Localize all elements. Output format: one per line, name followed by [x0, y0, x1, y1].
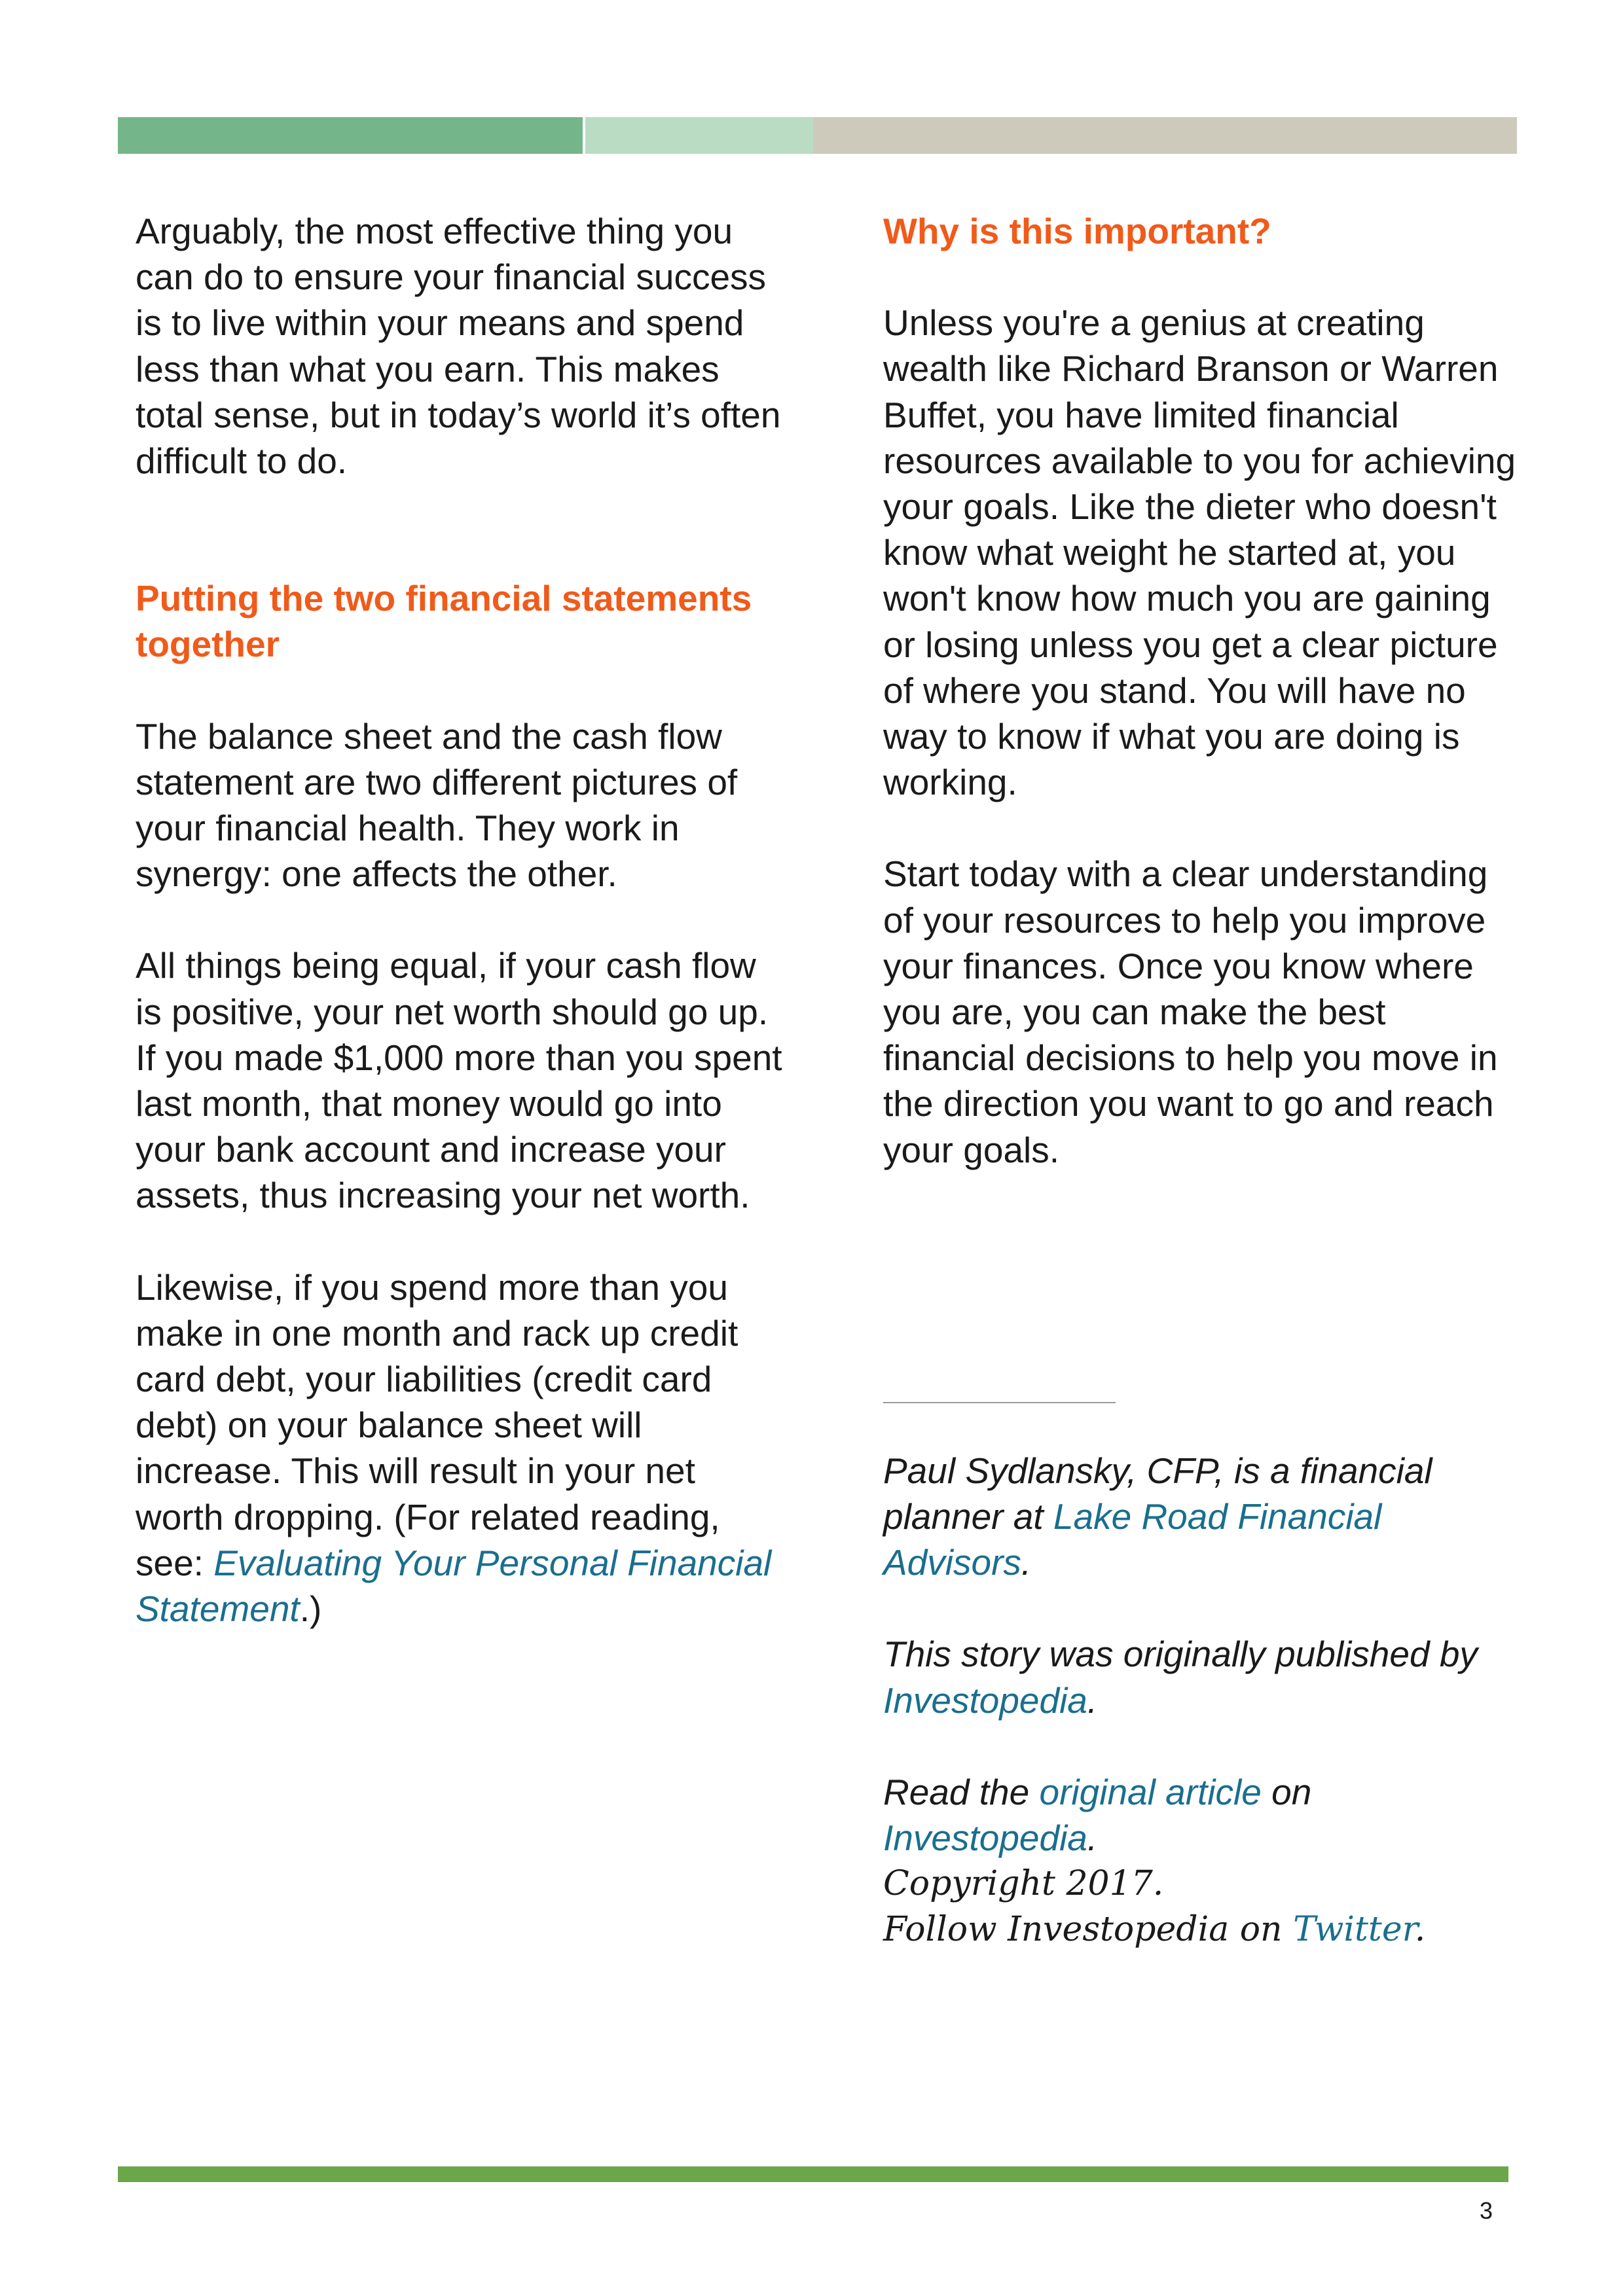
intro-paragraph: Arguably, the most effective thing you can do to ensure your financial success is to live within your means and spend less than what you earn. This makes total sense, but in today’s world it’s often difficult to do.: [136, 211, 781, 482]
header-bar-gray: [813, 117, 1517, 154]
resources-paragraph: Unless you're a genius at creating wealth like Richard Branson or Warren Buffet, you have limited financial resources available to you for achieving your goals. Like the dieter who doesn't know what weight he started at, you won't know how much you are gaining or losing unless you get a clear picture of where you stand. You will have no way to know if what you are doing is working.: [883, 302, 1516, 803]
investopedia-link-2[interactable]: Investopedia: [883, 1818, 1087, 1859]
header-bar-dark-green: [118, 117, 583, 154]
liabilities-paragraph: [136, 1265, 790, 1632]
start-today-paragraph: Start today with a clear understanding of your resources to help you improve your finances. Once you know where you are, you can make the best financial decisions to help you move in the direction you want to go and reach your goals.: [883, 853, 1498, 1170]
footnote-divider: [883, 1402, 1116, 1403]
follow-text: Follow Investopedia on: [883, 1910, 1294, 1950]
section-heading-financial-statements: Putting the two financial statements together: [136, 578, 752, 665]
published-text: This story was originally published by: [883, 1634, 1478, 1675]
published-note: [883, 1631, 1525, 1723]
published-end: .: [1087, 1679, 1098, 1721]
header-bar-light-green: [585, 117, 813, 154]
section-heading-why-important: Why is this important?: [883, 211, 1271, 251]
footer-color-bar: [118, 2166, 1508, 2182]
read-end: .: [1087, 1818, 1098, 1859]
liabilities-end: .): [299, 1588, 322, 1630]
header-color-bar: [118, 117, 1517, 154]
evaluating-statement-link[interactable]: Evaluating Your Personal Financial Statement: [136, 1542, 772, 1630]
author-bio-end: .: [1021, 1542, 1032, 1583]
original-article-link[interactable]: original article: [1039, 1771, 1262, 1812]
copyright-line: Copyright 2017.: [883, 1864, 1164, 1904]
twitter-link[interactable]: Twitter: [1293, 1910, 1415, 1950]
balance-sheet-paragraph: The balance sheet and the cash flow statement are two different pictures of your financial health. They work in synergy: one affects the other.: [136, 715, 738, 895]
left-column: [136, 208, 790, 1632]
author-bio-text: Paul Sydlansky, CFP, is a financial planner at: [883, 1450, 1432, 1537]
read-original-note: [883, 1769, 1525, 1861]
follow-end: .: [1414, 1910, 1426, 1950]
liabilities-text: Likewise, if you spend more than you make in one month and rack up credit card debt, your liabilities (credit card debt) on your balance sheet will increase. This will result in your net worth dropping. (For related reading, see:: [136, 1266, 739, 1583]
investopedia-link[interactable]: Investopedia: [883, 1679, 1087, 1721]
footnote-divider-wrap: [883, 1402, 1525, 1448]
lake-road-link[interactable]: Lake Road Financial Advisors: [883, 1496, 1382, 1583]
right-column: [883, 208, 1525, 1953]
read-text: Read the: [883, 1771, 1040, 1812]
cash-flow-paragraph: All things being equal, if your cash flow is positive, your net worth should go up. If you made $1,000 more than you spent last month, that money would go into your bank account and increase your assets, thus increasing your net worth.: [136, 945, 782, 1216]
read-mid: on: [1261, 1771, 1312, 1812]
page-number: 3: [1479, 2197, 1493, 2224]
follow-line: [883, 1907, 1525, 1952]
author-bio: [883, 1448, 1525, 1586]
